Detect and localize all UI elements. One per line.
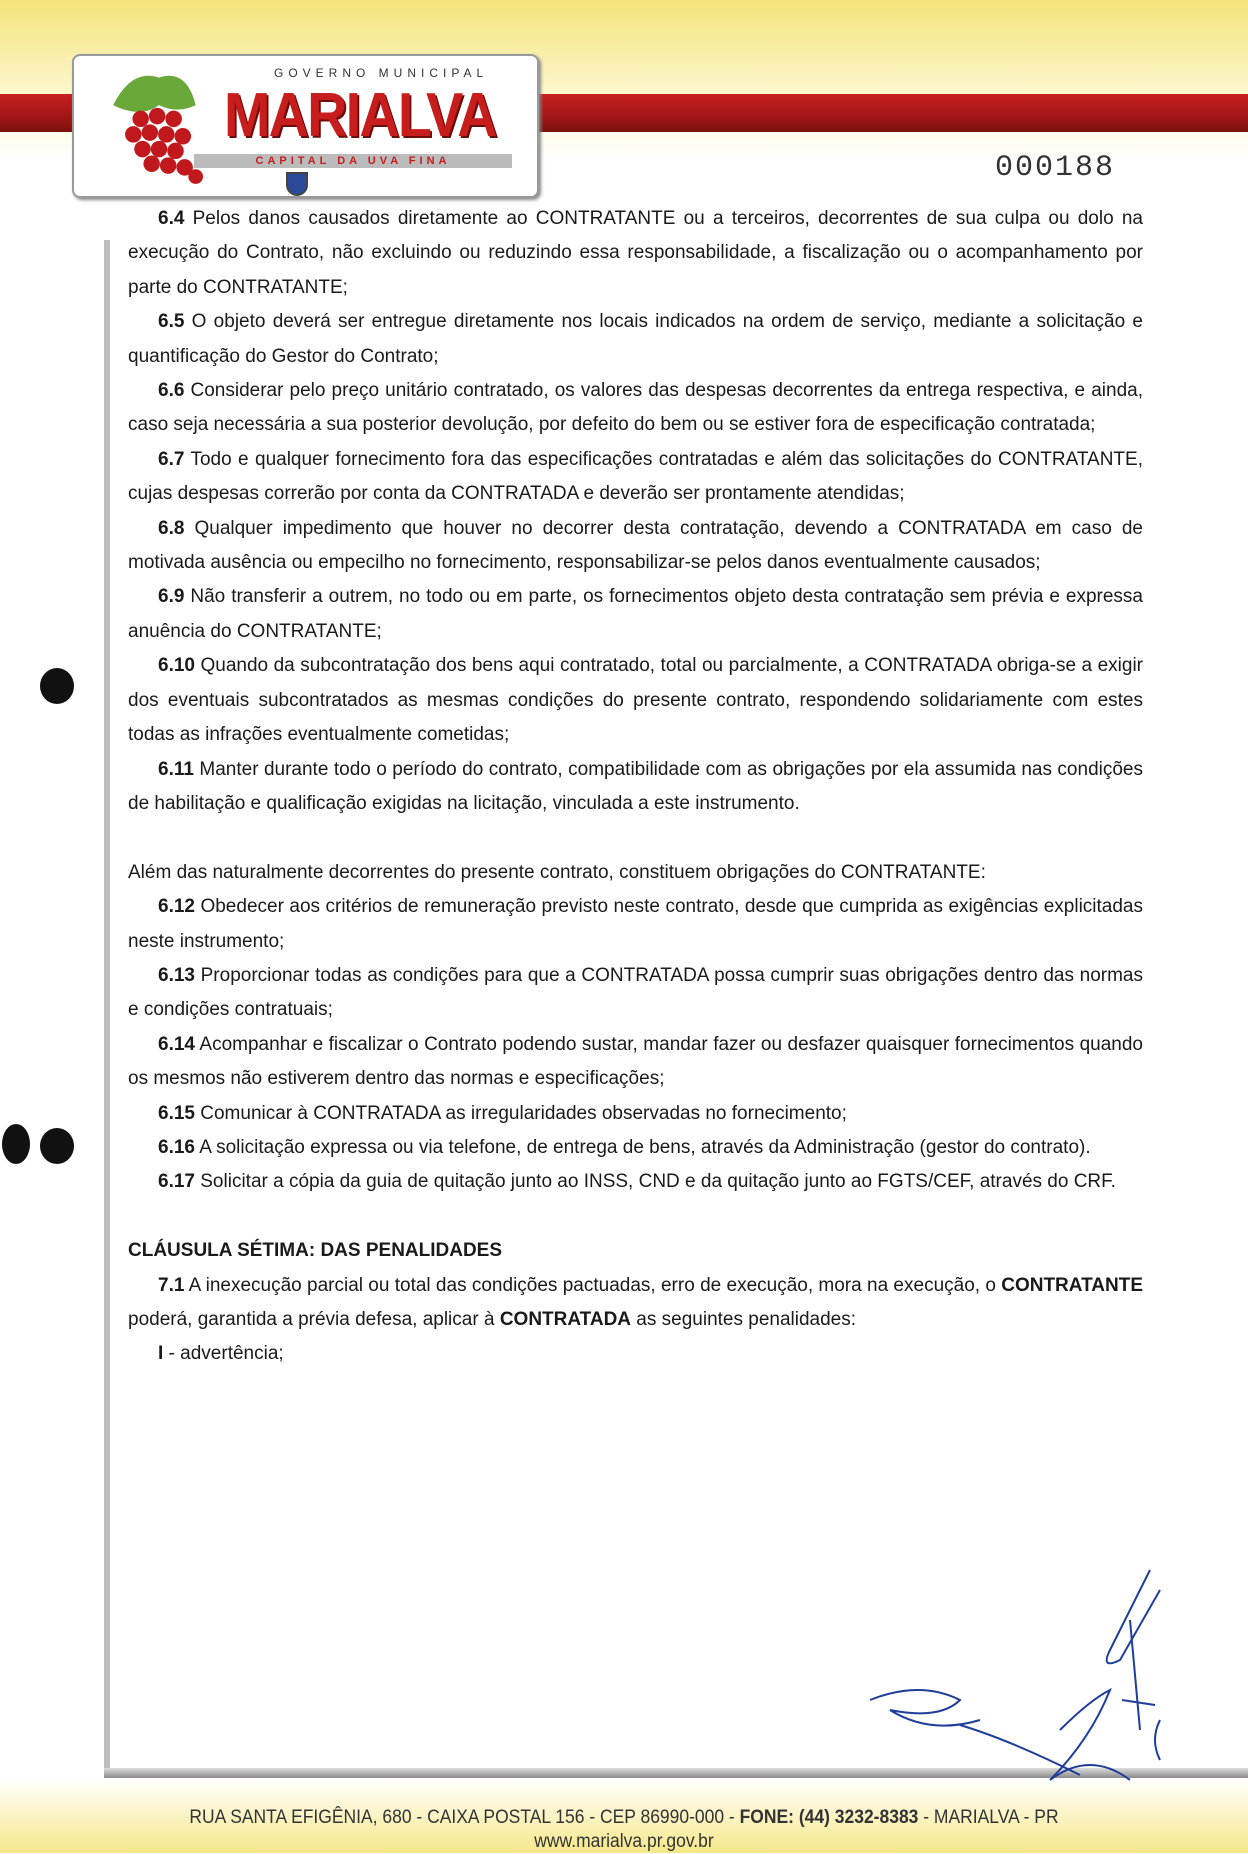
clause-text-bold: CONTRATADA <box>499 1308 632 1330</box>
clause-text: Comunicar à CONTRATADA as irregularidades observadas no fornecimento; <box>194 1102 847 1124</box>
clause-text: as seguintes penalidades: <box>631 1308 857 1330</box>
footer-website[interactable]: www.marialva.pr.gov.br <box>534 1831 714 1852</box>
clause-number: 6.13 <box>158 964 195 986</box>
clause-6-17 <box>128 1165 1143 1199</box>
clause-number: 6.7 <box>158 448 185 470</box>
grapes-icon <box>104 66 214 190</box>
logo-slogan: CAPITAL DA UVA FINA <box>194 154 512 168</box>
clause-6-13 <box>128 959 1143 1028</box>
clause-number: 6.14 <box>158 1033 195 1055</box>
clause-text: Proporcionar todas as condições para que a CONTRATADA possa cumprir suas obrigações dentro das normas e condições contratuais; <box>128 964 1143 1021</box>
clause-6-16 <box>128 1131 1143 1165</box>
signature-handwritten <box>860 1560 1200 1790</box>
footer-phone: FONE: (44) 3232-8383 <box>739 1807 919 1828</box>
clause-text: Obedecer aos critérios de remuneração previsto neste contrato, desde que cumprida as exigências explicitadas neste instrumento; <box>128 896 1143 952</box>
footer-address-line <box>50 1806 1198 1830</box>
clause-text: Pelos danos causados diretamente ao CONTRATANTE ou a terceiros, decorrentes de sua culpa ou dolo na execução do Contrato, não excluindo ou reduzindo essa responsabilidade, a fiscalização ou o acompanhamento por parte do CONTRATANTE; <box>128 208 1143 298</box>
footer <box>50 1806 1198 1854</box>
clause-number: 6.15 <box>158 1102 195 1124</box>
clause-6-12 <box>128 890 1143 959</box>
clause-6-8 <box>128 512 1143 581</box>
clause-text: A solicitação expressa ou via telefone, de entrega de bens, através da Administração (gestor do contrato). <box>194 1136 1091 1158</box>
clause-text-bold: CONTRATANTE <box>1001 1274 1143 1296</box>
punch-hole <box>40 668 74 704</box>
clause-number: 7.1 <box>158 1274 185 1296</box>
clause-number: 6.6 <box>158 380 185 402</box>
clause-number: 6.9 <box>158 586 185 608</box>
footer-city: - MARIALVA - PR <box>918 1807 1059 1828</box>
page-stamp: 000188 <box>995 151 1116 185</box>
clause-6-14 <box>128 1028 1143 1097</box>
clause-number: 6.17 <box>158 1171 195 1193</box>
item-number: I <box>158 1343 164 1365</box>
left-margin-rule <box>104 240 110 1780</box>
penalty-item-i <box>128 1337 1143 1371</box>
clause-number: 6.5 <box>158 311 185 333</box>
clause-text: Acompanhar e fiscalizar o Contrato podendo sustar, mandar fazer ou desfazer quaisquer fornecimentos quando os mesmos não estiverem dentro das normas e especificações; <box>128 1033 1143 1090</box>
logo-city-text: MARIALVA <box>224 81 496 150</box>
clause-text: Considerar pelo preço unitário contratado, os valores das despesas decorrentes da entrega respectiva, e ainda, caso seja necessária a sua posterior devolução, por defeito do bem ou se estiver fora de especificação contratada; <box>128 380 1143 436</box>
logo-gov-text: GOVERNO MUNICIPAL <box>274 66 489 80</box>
punch-hole <box>2 1124 30 1164</box>
clause-6-9 <box>128 580 1143 649</box>
coat-of-arms-icon <box>286 172 308 196</box>
document-body <box>128 202 1143 1372</box>
clause-text: Não transferir a outrem, no todo ou em parte, os fornecimentos objeto desta contratação sem prévia e expressa anuência do CONTRATANTE; <box>128 586 1143 642</box>
clause-number: 6.8 <box>158 517 185 539</box>
clause-text: Quando da subcontratação dos bens aqui contratado, total ou parcialmente, a CONTRATADA obriga-se a exigir dos eventuais subcontratados as mesmas condições do presente contrato, respondendo solidariamente com estes todas as infrações eventualmente cometidas; <box>128 655 1143 746</box>
clause-7-1 <box>128 1269 1143 1338</box>
item-text: - advertência; <box>163 1343 284 1365</box>
clause-number: 6.11 <box>158 758 194 780</box>
clause-6-11 <box>128 753 1143 822</box>
clause-text: Qualquer impedimento que houver no decorrer desta contratação, devendo a CONTRATADA em caso de motivada ausência ou empecilho no fornecimento, responsabilizar-se pelos danos eventualmente causados; <box>128 517 1143 574</box>
clause-6-7 <box>128 443 1143 512</box>
clause-text: Manter durante todo o período do contrato, compatibilidade com as obrigações por ela assumida nas condições de habilitação e qualificação exigidas na licitação, vinculada a este instrumento. <box>128 758 1143 814</box>
clause-text: O objeto deverá ser entregue diretamente nos locais indicados na ordem de serviço, mediante a solicitação e quantificação do Gestor do Contrato; <box>128 311 1143 367</box>
heading-text: CLÁUSULA SÉTIMA: DAS PENALIDADES <box>128 1240 503 1262</box>
clause-6-10 <box>128 649 1143 752</box>
clause-6-4 <box>128 202 1143 305</box>
contratante-intro: Além das naturalmente decorrentes do presente contrato, constituem obrigações do CONTRATANTE: <box>128 861 986 883</box>
clause-6-5 <box>128 305 1143 374</box>
section-heading <box>128 1234 1143 1268</box>
clause-number: 6.4 <box>158 208 185 229</box>
clause-text: Todo e qualquer fornecimento fora das especificações contratadas e além das solicitações do CONTRATANTE, cujas despesas correrão por conta da CONTRATADA e deverão ser prontamente atendidas; <box>128 448 1143 505</box>
clause-text: poderá, garantida a prévia defesa, aplicar à <box>128 1308 500 1330</box>
clause-number: 6.12 <box>158 896 195 918</box>
clause-number: 6.10 <box>158 655 195 677</box>
clause-text: A inexecução parcial ou total das condições pactuadas, erro de execução, mora na execução, o <box>184 1274 1002 1296</box>
clause-text: Solicitar a cópia da guia de quitação junto ao INSS, CND e da quitação junto ao FGTS/CEF, através do CRF. <box>194 1171 1116 1193</box>
marialva-logo <box>72 54 539 198</box>
footer-address: RUA SANTA EFIGÊNIA, 680 - CAIXA POSTAL 156 - CEP 86990-000 - <box>189 1807 740 1828</box>
clause-6-6 <box>128 374 1143 443</box>
punch-hole <box>40 1128 74 1164</box>
clause-number: 6.16 <box>158 1136 195 1158</box>
clause-6-15 <box>128 1097 1143 1131</box>
